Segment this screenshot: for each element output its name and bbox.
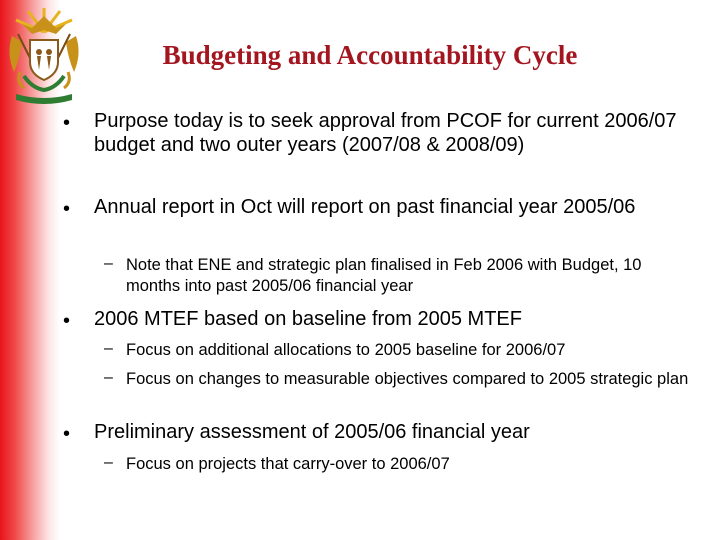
sub-bullet-item-2-1: Note that ENE and strategic plan finalised in Feb 2006 with Budget, 10 months into past 2005/06 financial year	[126, 256, 642, 295]
bullet-item-1: Purpose today is to seek approval from PCOF for current 2006/07 budget and two outer years (2007/08 & 2008/09)	[94, 110, 677, 156]
sub-bullet-marker: –	[104, 369, 113, 386]
bullet-item-2: Annual report in Oct will report on past financial year 2005/06	[94, 196, 636, 218]
bullet-item-3: 2006 MTEF based on baseline from 2005 MTEF	[94, 308, 522, 330]
sub-bullet-item-4-1: Focus on projects that carry-over to 2006/07	[126, 455, 450, 473]
sub-bullet-item-3-2: Focus on changes to measurable objectives compared to 2005 strategic plan	[126, 370, 689, 388]
sub-bullet-marker: –	[104, 255, 113, 272]
bullet-marker: •	[63, 423, 71, 445]
bullet-marker: •	[63, 310, 71, 332]
sub-bullet-marker: –	[104, 340, 113, 357]
slide-title: Budgeting and Accountability Cycle	[162, 40, 578, 70]
bullet-item-4: Preliminary assessment of 2005/06 financial year	[94, 421, 530, 443]
sub-bullet-item-3-1: Focus on additional allocations to 2005 baseline for 2006/07	[126, 341, 566, 359]
bullet-marker: •	[63, 198, 71, 220]
sub-bullet-marker: –	[104, 454, 113, 471]
bullet-marker: •	[63, 112, 71, 134]
